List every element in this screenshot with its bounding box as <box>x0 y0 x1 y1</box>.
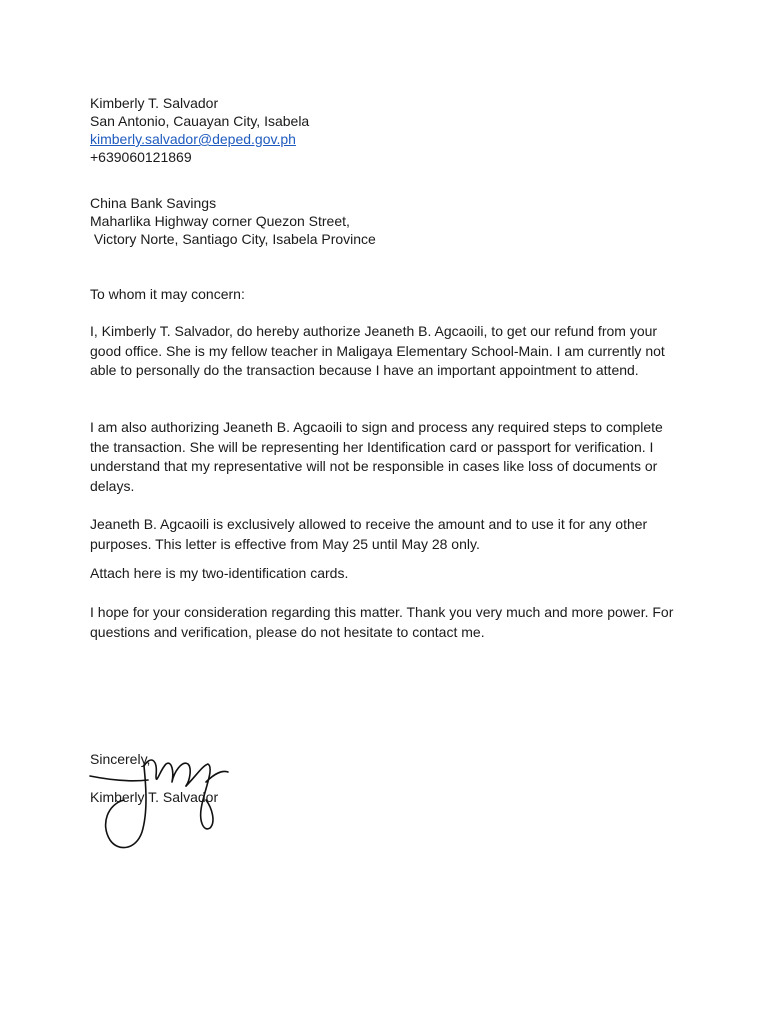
paragraph-text: I hope for your consideration regarding this matter. Thank you very much and more power. For questions and verification, please do not hesitate to contact me. <box>90 604 674 640</box>
paragraph-text: I, Kimberly T. Salvador, do hereby authorize Jeaneth B. Agcaoili, to get our refund from your good office. She is my fellow teacher in Maligaya Elementary School-Main. I am currently not able to personally do the transaction because I have an important appointment to attend. <box>90 323 665 378</box>
body-paragraph-1 <box>90 322 690 381</box>
sender-address: San Antonio, Cauayan City, Isabela <box>90 113 310 129</box>
paragraph-text: I am also authorizing Jeaneth B. Agcaoili to sign and process any required steps to complete the transaction. She will be representing her Identification card or passport for verification. I understand that my representative will not be responsible in cases like loss of documents or delays. <box>90 419 663 494</box>
recipient-block <box>90 194 690 248</box>
sender-phone: +639060121869 <box>90 149 192 165</box>
recipient-name: China Bank Savings <box>90 195 217 211</box>
salutation-text: To whom it may concern: <box>90 286 245 302</box>
body-paragraph-3 <box>90 515 690 554</box>
paragraph-text: Jeaneth B. Agcaoili is exclusively allowed to receive the amount and to use it for any other purposes. This letter is effective from May 25 until May 28 only. <box>90 516 648 552</box>
signature-stroke <box>106 766 146 848</box>
signature-stroke <box>144 760 190 786</box>
salutation <box>90 285 690 303</box>
signature-stroke <box>90 776 148 781</box>
sender-block <box>90 94 690 166</box>
recipient-address-line2: Victory Norte, Santiago City, Isabela Province <box>90 231 376 247</box>
body-paragraph-5 <box>90 603 690 642</box>
sender-email-link[interactable]: kimberly.salvador@deped.gov.ph <box>90 131 296 147</box>
recipient-address-line1: Maharlika Highway corner Quezon Street, <box>90 213 350 229</box>
closing-text: Sincerely, <box>90 751 151 767</box>
signer-name: Kimberly T. Salvador <box>90 789 219 805</box>
paragraph-text: Attach here is my two-identification cards. <box>90 565 349 581</box>
handwritten-signature <box>86 742 236 857</box>
body-paragraph-4 <box>90 564 690 584</box>
body-paragraph-2 <box>90 418 690 496</box>
sender-name: Kimberly T. Salvador <box>90 95 219 111</box>
